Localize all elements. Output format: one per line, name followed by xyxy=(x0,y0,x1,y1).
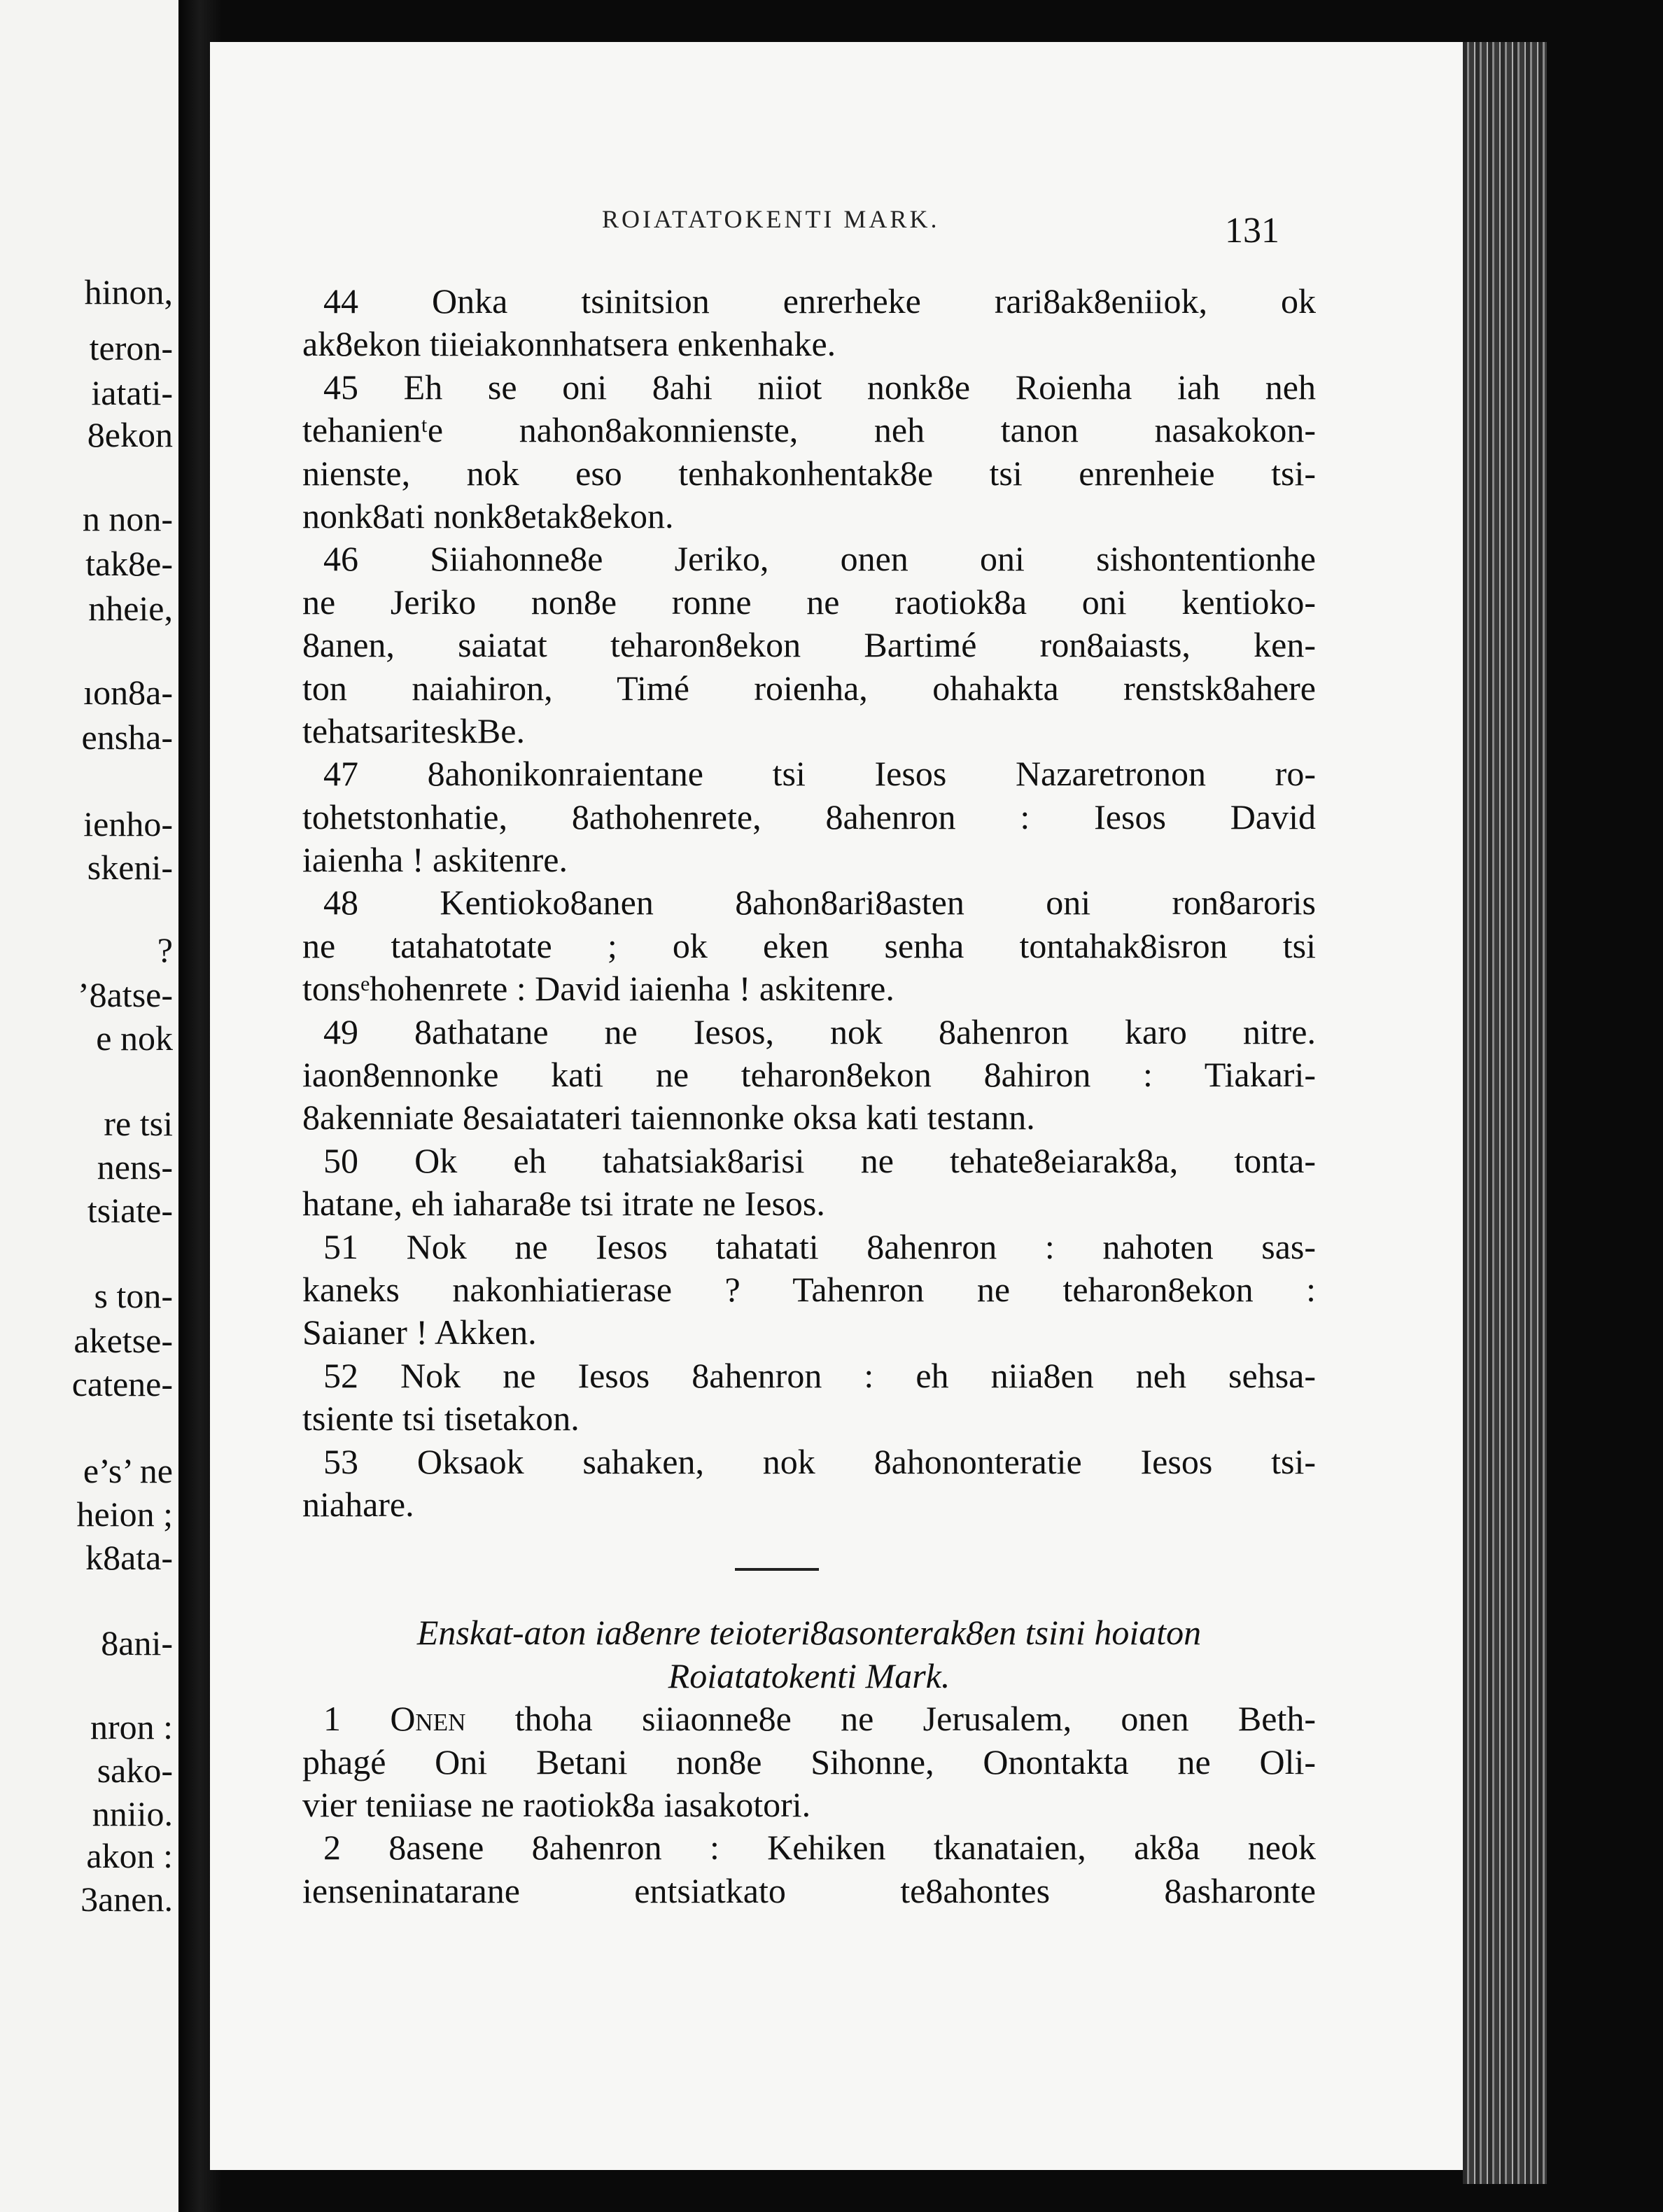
verse-line: nienste, nok eso tenhakonhentak8e tsi enrenheie tsi- xyxy=(302,453,1316,493)
verse-line: tohetstonhatie, 8athohenrete, 8ahenron : Iesos David xyxy=(302,797,1316,836)
verse-line: 46 Siiahonne8e Jeriko, onen oni sishontentionhe xyxy=(323,539,1316,579)
page-number: 131 xyxy=(1225,211,1279,251)
verse-line: 47 8ahonikonraientane tsi Iesos Nazaretronon ro- xyxy=(323,754,1316,794)
left-page-text-fragment: sako- xyxy=(97,1751,173,1790)
verse-line: 49 8athatane ne Iesos, nok 8ahenron karo nitre. xyxy=(323,1011,1316,1051)
left-page-text-fragment: aketse- xyxy=(73,1321,173,1360)
verse-number: 1 xyxy=(323,1699,391,1739)
left-page-text-fragment: ienho- xyxy=(83,804,173,844)
left-page-text-fragment: hinon, xyxy=(84,272,173,312)
left-page-text-fragment: e’s’ ne xyxy=(83,1451,173,1490)
verse-line: 2 8asene 8ahenron : Kehiken tkanataien, ak8a neok xyxy=(323,1828,1316,1868)
left-page-text-fragment: iatati- xyxy=(91,373,173,412)
left-page-text-fragment: 8ekon xyxy=(87,415,173,454)
previous-page-fragment xyxy=(0,0,178,2212)
verse-line: ne Jeriko non8e ronne ne raotiok8a oni kentioko- xyxy=(302,582,1316,622)
verse-line: 45 Eh se oni 8ahi niiot nonk8e Roienha iah neh xyxy=(323,367,1316,407)
first-line-rest: thoha siiaonne8e ne Jerusalem, onen Beth- xyxy=(465,1699,1316,1739)
verse-line: vier teniiase ne raotiok8a iasakotori. xyxy=(302,1784,811,1824)
verse-line: ienseninatarane entsiatkato te8ahontes 8asharonte xyxy=(302,1870,1316,1910)
chapter-heading: Enskat-aton ia8enre teioteri8asonterak8en tsini hoiaton xyxy=(416,1613,1202,1653)
left-page-text-fragment: nniio. xyxy=(92,1794,173,1833)
section-divider xyxy=(735,1568,819,1571)
verse-line: 8anen, saiatat teharon8ekon Bartimé ron8aiasts, ken- xyxy=(302,625,1316,665)
left-page-text-fragment: 3anen. xyxy=(80,1879,173,1919)
verse-line: 53 Oksaok sahaken, nok 8ahononteratie Iesos tsi- xyxy=(323,1441,1316,1481)
verse-line: niahare. xyxy=(302,1484,414,1524)
left-page-text-fragment: ıon8a- xyxy=(83,673,173,712)
left-page-text-fragment: skeni- xyxy=(87,848,173,887)
verse-line: phagé Oni Betani non8e Sihonne, Onontakta ne Oli- xyxy=(302,1742,1316,1782)
page-edge xyxy=(1463,42,1547,2184)
chapter-heading: Roiatatokenti Mark. xyxy=(668,1656,950,1695)
opening-word: Onen xyxy=(390,1699,466,1739)
verse-line: iaon8ennonke kati ne teharon8ekon 8ahiron : Tiakari- xyxy=(302,1055,1316,1095)
left-page-text-fragment: tak8e- xyxy=(85,544,173,583)
verse-line: hatane, eh iahara8e tsi itrate ne Iesos. xyxy=(302,1184,825,1224)
verse-line: 50 Ok eh tahatsiak8arisi ne tehate8eiarak8a, tonta- xyxy=(323,1140,1316,1180)
left-page-text-fragment: ’8atse- xyxy=(77,975,173,1014)
left-page-text-fragment: e nok xyxy=(96,1018,173,1058)
left-page-text-fragment: ? xyxy=(157,930,173,969)
left-page-text-fragment: catene- xyxy=(71,1364,173,1404)
left-page-text-fragment: s ton- xyxy=(94,1276,173,1315)
left-page-text-fragment: k8ata- xyxy=(85,1538,173,1577)
verse-text-block xyxy=(302,280,1316,1912)
left-page-text-fragment: teron- xyxy=(89,328,173,368)
verse-line: 51 Nok ne Iesos tahatati 8ahenron : nahoten sas- xyxy=(323,1226,1316,1266)
left-page-text-fragment: nron : xyxy=(90,1707,173,1746)
left-page-text-fragment: akon : xyxy=(86,1836,173,1875)
verse-line: ne tatahatotate ; ok eken senha tontahak8isron tsi xyxy=(302,925,1316,965)
left-page-text-fragment: 8ani- xyxy=(101,1623,173,1662)
left-page-text-fragment: tsiate- xyxy=(87,1191,173,1230)
verse-line: tehatsariteskBe. xyxy=(302,710,525,750)
verse-line: Saianer ! Akken. xyxy=(302,1312,537,1352)
verse-line: ton naiahiron, Timé roienha, ohahakta renstsk8ahere xyxy=(302,668,1316,708)
verse-line: iaienha ! askitenre. xyxy=(302,840,568,880)
verse-line: nonk8ati nonk8etak8ekon. xyxy=(302,496,674,536)
chapter-first-line xyxy=(302,1698,1316,1740)
verse-line: kaneks nakonhiatierase ? Tahenron ne teharon8ekon : xyxy=(302,1269,1316,1309)
verse-line: tehanienᵗe nahon8akonnienste, neh tanon nasakokon- xyxy=(302,410,1316,450)
running-header: ROIATATOKENTI MARK. xyxy=(602,205,940,233)
left-page-text-fragment: nheie, xyxy=(88,589,173,628)
verse-line: 8akenniate 8esaiatateri taiennonke oksa kati testann. xyxy=(302,1098,1035,1138)
left-page-text-fragment: ensha- xyxy=(81,718,173,757)
left-page-text-fragment: n non- xyxy=(82,499,173,538)
verse-line: 52 Nok ne Iesos 8ahenron : eh niia8en neh sehsa- xyxy=(323,1355,1316,1395)
left-page-text-fragment: heion ; xyxy=(76,1494,173,1534)
verse-line: 44 Onka tsinitsion enrerheke rari8ak8eniiok, ok xyxy=(323,281,1316,321)
left-page-text-fragment: re tsi xyxy=(104,1104,173,1143)
verse-line: tsiente tsi tisetakon. xyxy=(302,1399,580,1438)
verse-line: ak8ekon tiieiakonnhatsera enkenhake. xyxy=(302,324,836,364)
verse-line: tonsᵉhohenrete : David iaienha ! askitenre. xyxy=(302,969,894,1009)
verse-line: 48 Kentioko8anen 8ahon8ari8asten oni ron8aroris xyxy=(323,883,1316,923)
left-page-text-fragment: nens- xyxy=(97,1147,173,1186)
